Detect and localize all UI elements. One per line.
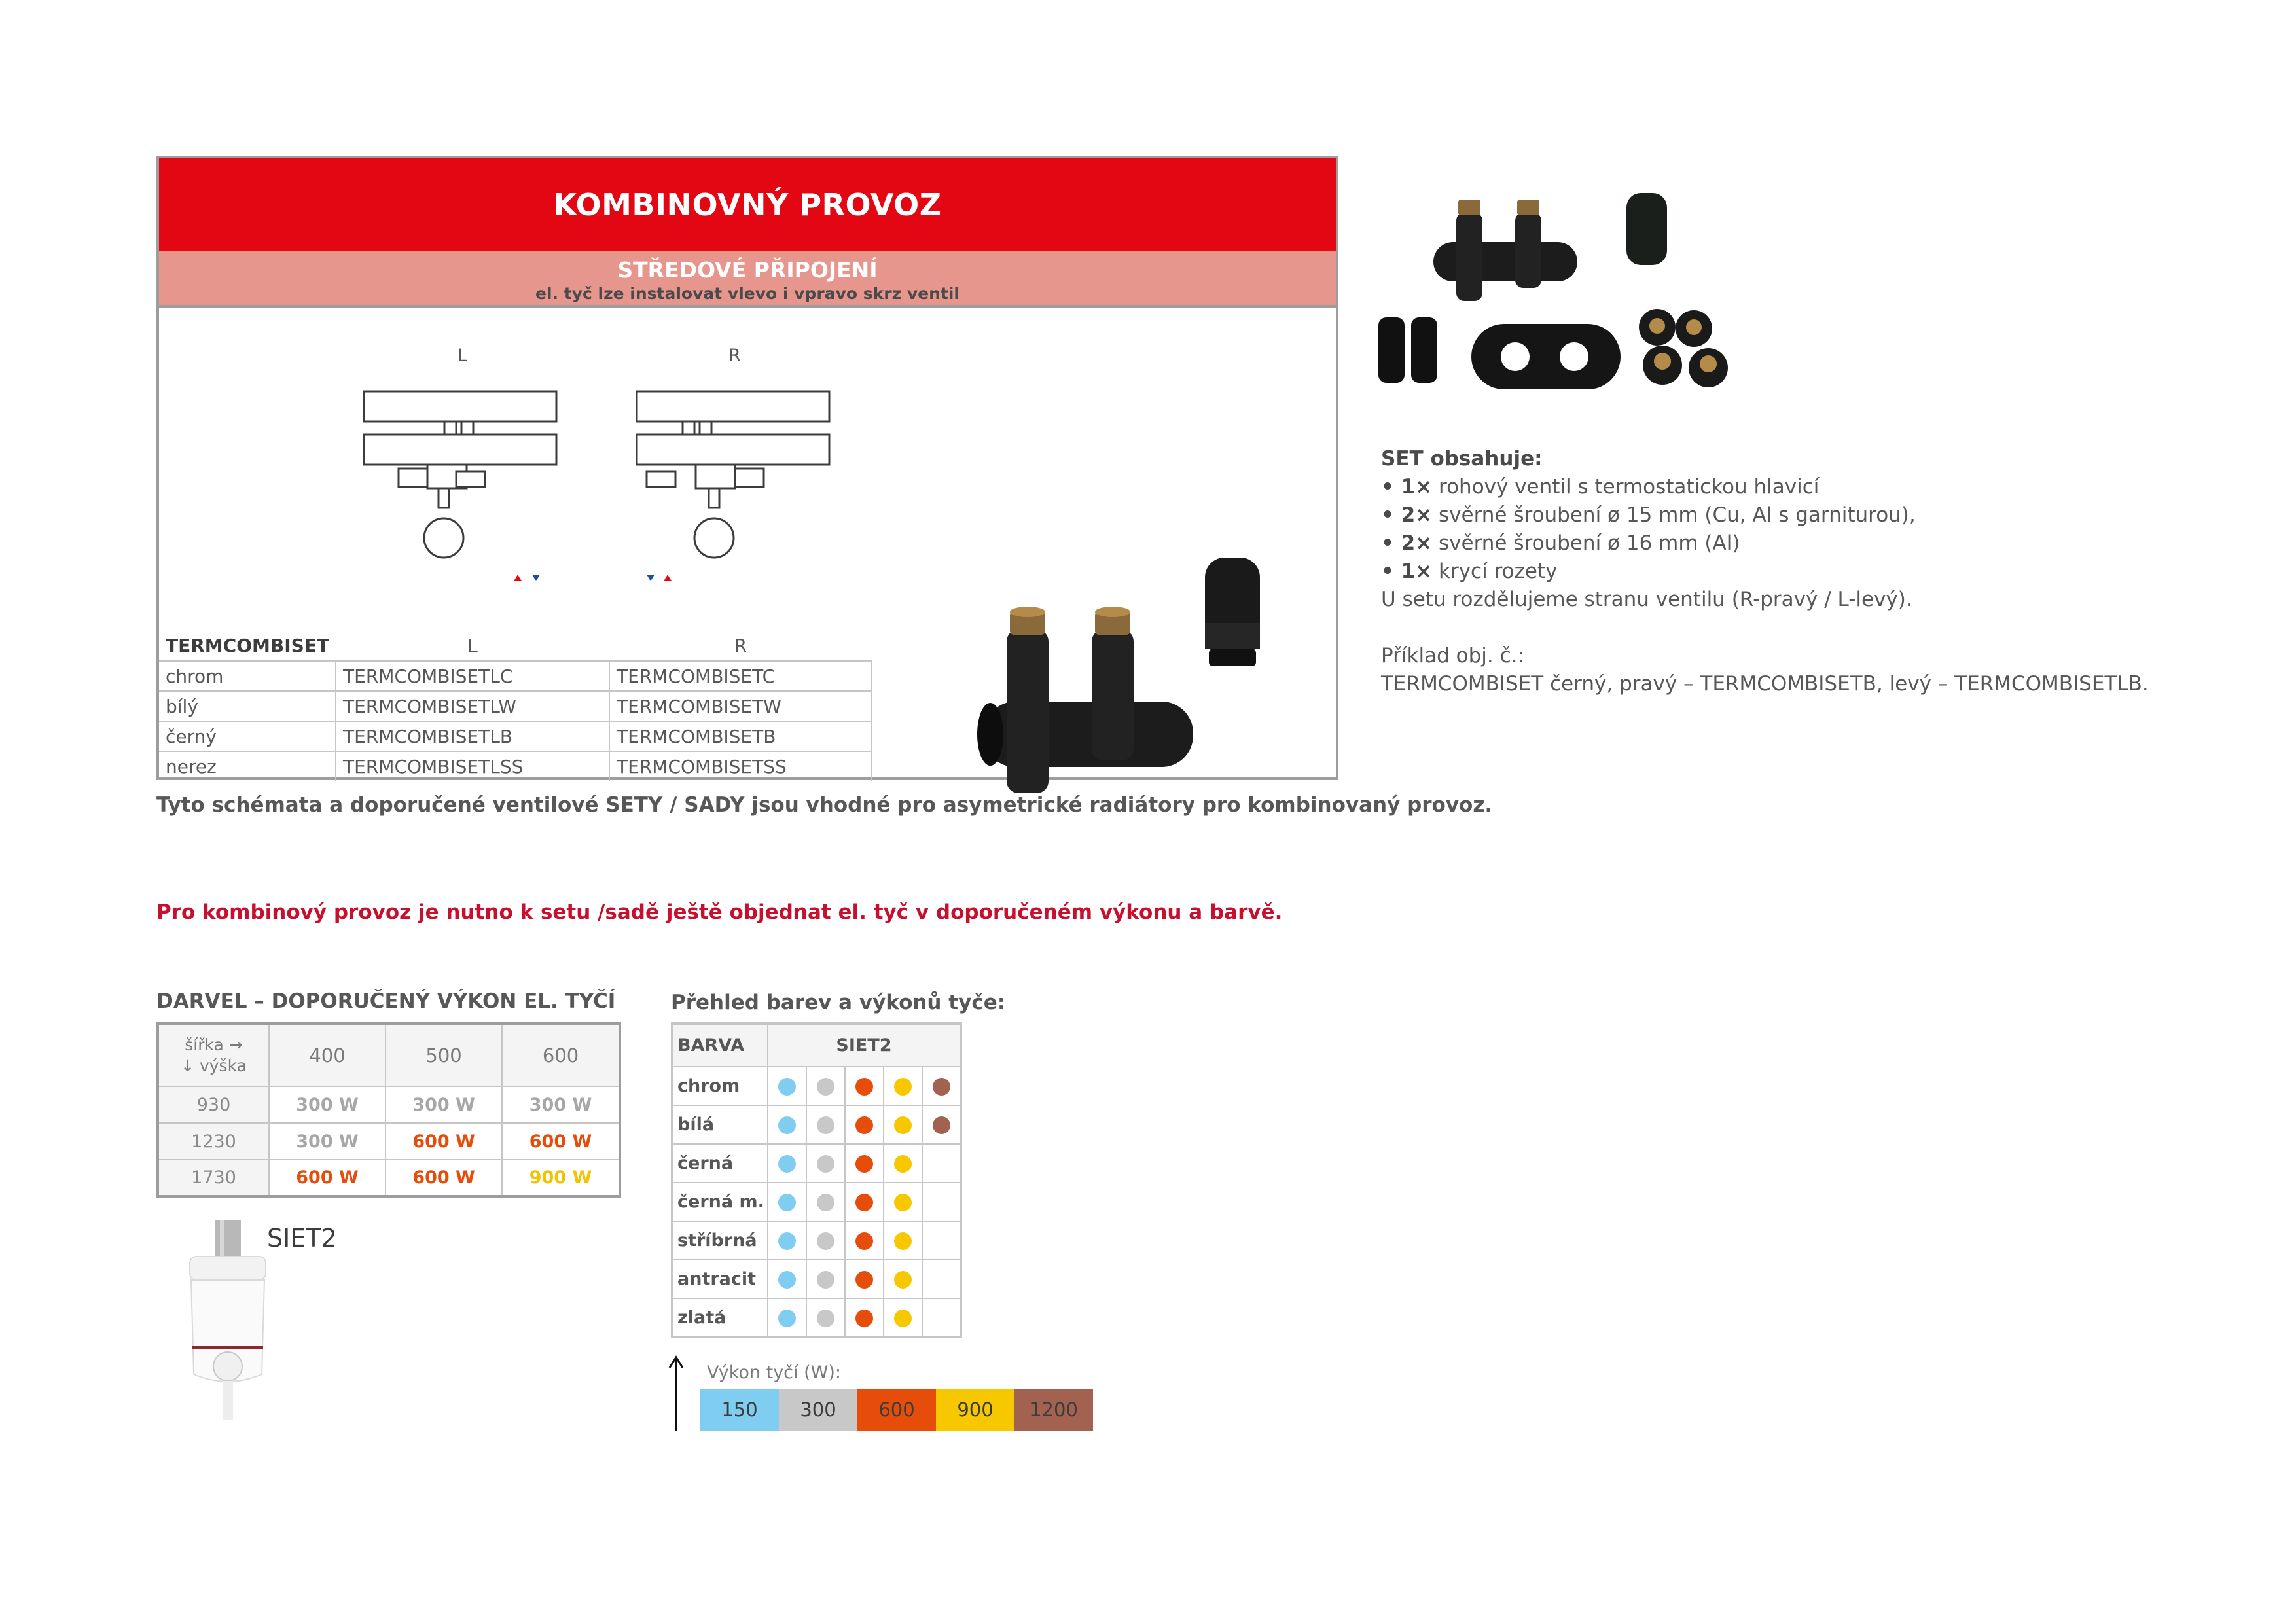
table-cell: chrom — [159, 661, 336, 691]
radiator-connector — [700, 421, 711, 435]
table-cell: nerez — [159, 751, 336, 781]
table-row-height: 930 — [158, 1086, 269, 1123]
power-cell — [884, 1221, 922, 1260]
table-row — [159, 661, 872, 691]
panel-subnote: el. tyč lze instalovat vlevo i vpravo skrz ventil — [535, 284, 960, 303]
set-product-image — [1374, 183, 1767, 406]
table-row — [672, 1183, 961, 1221]
thermostat-head — [735, 469, 764, 487]
table-row — [672, 1298, 961, 1337]
power-dot-icon — [817, 1310, 834, 1327]
power-cell — [845, 1183, 884, 1221]
power-cell — [922, 1144, 961, 1183]
power-dot-icon — [817, 1116, 834, 1134]
set-item-qty: • 1× — [1381, 560, 1433, 583]
set-item-qty: • 2× — [1381, 531, 1433, 555]
table-row — [159, 751, 872, 781]
power-cell — [922, 1298, 961, 1337]
table-cell: TERMCOMBISETLC — [336, 661, 609, 691]
radiator-connector — [444, 421, 456, 435]
table-row — [672, 1260, 961, 1298]
power-cell — [884, 1105, 922, 1144]
corner-height-label: ↓ výška — [181, 1056, 247, 1075]
color-name: zlatá — [672, 1298, 768, 1337]
power-dot-icon — [894, 1271, 912, 1289]
power-dot-icon — [855, 1271, 873, 1289]
color-rows — [672, 1067, 961, 1337]
power-dot-icon — [778, 1310, 796, 1327]
legend-swatch: 1200 — [1014, 1389, 1093, 1431]
power-cell — [922, 1221, 961, 1260]
power-dot-icon — [933, 1078, 950, 1096]
power-cell — [845, 1298, 884, 1337]
panel-title: KOMBINOVNÝ PROVOZ — [159, 158, 1336, 251]
power-legend — [700, 1389, 1093, 1431]
power-cell — [768, 1144, 806, 1183]
power-cell — [922, 1260, 961, 1298]
set-item-text: svěrné šroubení ø 15 mm (Cu, Al s garniturou), — [1439, 503, 1916, 527]
color-name: chrom — [672, 1067, 768, 1105]
table-row — [158, 1086, 620, 1123]
set-item-qty: • 1× — [1381, 475, 1433, 499]
asymmetric-note: Tyto schémata a doporučené ventilové SETY / SADY jsou vhodné pro asymetrické radiátory pro kombinovaný provoz. — [156, 793, 1493, 817]
valve-side-pipe — [647, 471, 675, 487]
power-dot-icon — [894, 1232, 912, 1250]
color-power-table — [671, 1022, 962, 1338]
power-dot-icon — [778, 1116, 796, 1134]
power-cell — [922, 1183, 961, 1221]
color-name: bílá — [672, 1105, 768, 1144]
table-cell: 600 W — [502, 1123, 620, 1160]
color-name: stříbrná — [672, 1221, 768, 1260]
legend-swatch: 600 — [857, 1389, 936, 1431]
diagram-left-label: L — [457, 346, 468, 366]
power-cell — [922, 1067, 961, 1105]
power-dot-icon — [817, 1194, 834, 1211]
power-cell — [884, 1067, 922, 1105]
set-item — [1381, 473, 2149, 501]
product-code-table — [159, 631, 872, 781]
power-dot-icon — [894, 1116, 912, 1134]
color-name: černá — [672, 1144, 768, 1183]
set-thermostat-head-image — [1626, 193, 1667, 265]
table-header-cell: L — [467, 635, 478, 656]
table-row — [672, 1221, 961, 1260]
set-rosette-image — [1471, 324, 1621, 389]
power-dot-icon — [894, 1078, 912, 1096]
power-cell — [768, 1183, 806, 1221]
power-cell — [884, 1260, 922, 1298]
table-row — [672, 1067, 961, 1105]
table-header-cell: BARVA — [672, 1024, 768, 1067]
valve-stem — [439, 488, 449, 508]
heating-element-head — [694, 518, 734, 558]
power-dot-icon — [855, 1194, 873, 1211]
table-cell: TERMCOMBISETB — [609, 721, 872, 751]
power-axis-arrow-icon — [666, 1355, 686, 1433]
power-dot-icon — [855, 1078, 873, 1096]
table-cell: 300 W — [386, 1086, 502, 1123]
table-row-height: 1230 — [158, 1123, 269, 1160]
legend-swatch: 900 — [936, 1389, 1014, 1431]
power-cell — [768, 1221, 806, 1260]
table-header-cell: 400 — [269, 1024, 386, 1086]
power-dot-icon — [778, 1078, 796, 1096]
table-row — [672, 1144, 961, 1183]
table-row-height: 1730 — [158, 1160, 269, 1196]
set-item — [1381, 501, 2149, 529]
set-item-text: krycí rozety — [1439, 560, 1558, 583]
table-cell: TERMCOMBISETLW — [336, 691, 609, 721]
table-row — [672, 1105, 961, 1144]
valve-body-image — [977, 607, 1193, 793]
heating-element-head — [424, 518, 463, 558]
set-item — [1381, 529, 2149, 558]
power-dot-icon — [778, 1232, 796, 1250]
table-header-cell: 600 — [502, 1024, 620, 1086]
table-cell: TERMCOMBISETC — [609, 661, 872, 691]
darvel-power-table — [156, 1022, 621, 1198]
valve-stem — [709, 488, 719, 508]
flow-arrow-up-icon — [664, 575, 672, 581]
color-name: antracit — [672, 1260, 768, 1298]
set-item-qty: • 2× — [1381, 503, 1433, 527]
power-dot-icon — [778, 1155, 796, 1173]
table-row — [159, 691, 872, 721]
radiator-connector — [683, 421, 694, 435]
power-cell — [845, 1144, 884, 1183]
power-dot-icon — [778, 1271, 796, 1289]
heating-element-image — [183, 1217, 275, 1427]
legend-swatch: 300 — [779, 1389, 857, 1431]
power-cell — [884, 1298, 922, 1337]
diagram-left — [364, 391, 556, 581]
radiator-connector — [461, 421, 473, 435]
table-cell: 600 W — [386, 1123, 502, 1160]
valve-side-pipe — [456, 471, 485, 487]
siet2-label: SIET2 — [267, 1224, 337, 1253]
power-cell — [884, 1183, 922, 1221]
valve-product-image — [944, 551, 1311, 918]
table-cell: TERMCOMBISETLSS — [336, 751, 609, 781]
flow-arrow-up-icon — [514, 575, 522, 581]
power-cell — [768, 1260, 806, 1298]
power-cell — [845, 1067, 884, 1105]
power-cell — [845, 1221, 884, 1260]
table-row — [159, 721, 872, 751]
radiator-top-bar — [364, 391, 556, 421]
table-cell: 600 W — [269, 1160, 386, 1196]
power-cell — [806, 1298, 845, 1337]
table-header-cell: SIET2 — [768, 1024, 961, 1067]
thermostat-head-image — [1205, 558, 1260, 666]
table-row — [158, 1160, 620, 1196]
power-cell — [806, 1144, 845, 1183]
power-cell — [845, 1105, 884, 1144]
radiator-bottom-bar — [637, 435, 829, 465]
power-cell — [806, 1183, 845, 1221]
power-cell — [922, 1105, 961, 1144]
set-item-text: rohový ventil s termostatickou hlavicí — [1439, 475, 1820, 499]
set-contents — [1381, 445, 2149, 698]
set-side-note: U setu rozdělujeme stranu ventilu (R-pravý / L-levý). — [1381, 588, 1912, 611]
set-item-text: svěrné šroubení ø 16 mm (Al) — [1439, 531, 1740, 555]
power-dot-icon — [778, 1194, 796, 1211]
table-cell: TERMCOMBISETLB — [336, 721, 609, 751]
corner-width-label: šířka → — [185, 1035, 243, 1054]
power-dot-icon — [817, 1155, 834, 1173]
table-corner-cell — [158, 1024, 269, 1086]
power-cell — [806, 1067, 845, 1105]
set-pipes-image — [1378, 317, 1437, 383]
power-cell — [768, 1067, 806, 1105]
thermostat-head — [399, 469, 427, 487]
table-cell: černý — [159, 721, 336, 751]
set-item — [1381, 558, 2149, 586]
power-dot-icon — [817, 1271, 834, 1289]
order-note: Pro kombinový provoz je nutno k setu /sadě ještě objednat el. tyč v doporučeném výkonu a barvě. — [156, 901, 1283, 924]
flow-arrow-down-icon — [532, 575, 540, 581]
panel-subtitle: STŘEDOVÉ PŘIPOJENÍ — [617, 257, 878, 283]
table-header-row — [158, 1024, 620, 1086]
combined-operation-panel — [156, 156, 1338, 780]
diagram-right-label: R — [728, 346, 741, 366]
table-cell: 300 W — [269, 1086, 386, 1123]
example-text: TERMCOMBISET černý, pravý – TERMCOMBISETB, levý – TERMCOMBISETLB. — [1381, 672, 2149, 696]
table-cell: 600 W — [386, 1160, 502, 1196]
darvel-title: DARVEL – DOPORUČENÝ VÝKON EL. TYČÍ — [156, 990, 616, 1013]
table-header-cell: R — [734, 635, 747, 656]
power-cell — [806, 1260, 845, 1298]
radiator-top-bar — [637, 391, 829, 421]
colors-title: Přehled barev a výkonů tyče: — [671, 991, 1006, 1014]
power-dot-icon — [855, 1310, 873, 1327]
power-cell — [768, 1105, 806, 1144]
table-cell: bílý — [159, 691, 336, 721]
power-dot-icon — [855, 1116, 873, 1134]
power-cell — [806, 1221, 845, 1260]
diagram-right — [637, 391, 829, 581]
table-header-cell: 500 — [386, 1024, 502, 1086]
valve-body — [696, 465, 735, 488]
power-cell — [806, 1105, 845, 1144]
power-cell — [768, 1298, 806, 1337]
radiator-bottom-bar — [364, 435, 556, 465]
power-cell — [884, 1144, 922, 1183]
table-row — [158, 1123, 620, 1160]
power-dot-icon — [817, 1232, 834, 1250]
power-dot-icon — [855, 1232, 873, 1250]
example-label: Příklad obj. č.: — [1381, 644, 1524, 668]
table-cell: 300 W — [269, 1123, 386, 1160]
table-cell: TERMCOMBISETSS — [609, 751, 872, 781]
power-dot-icon — [817, 1078, 834, 1096]
set-valve-image — [1433, 200, 1577, 301]
set-heading: SET obsahuje: — [1381, 447, 1543, 471]
legend-swatch: 150 — [700, 1389, 779, 1431]
table-header-row — [672, 1024, 961, 1067]
power-dot-icon — [894, 1310, 912, 1327]
table-cell: 300 W — [502, 1086, 620, 1123]
power-dot-icon — [855, 1155, 873, 1173]
power-dot-icon — [894, 1194, 912, 1211]
table-cell: TERMCOMBISETW — [609, 691, 872, 721]
table-header-row — [159, 631, 872, 661]
table-header-cell: TERMCOMBISET — [166, 635, 330, 656]
set-fittings-image — [1639, 309, 1728, 387]
legend-label: Výkon tyčí (W): — [707, 1363, 841, 1383]
power-cell — [845, 1260, 884, 1298]
table-cell: 900 W — [502, 1160, 620, 1196]
power-dot-icon — [933, 1116, 950, 1134]
flow-arrow-down-icon — [647, 575, 655, 581]
color-name: černá m. — [672, 1183, 768, 1221]
power-dot-icon — [894, 1155, 912, 1173]
